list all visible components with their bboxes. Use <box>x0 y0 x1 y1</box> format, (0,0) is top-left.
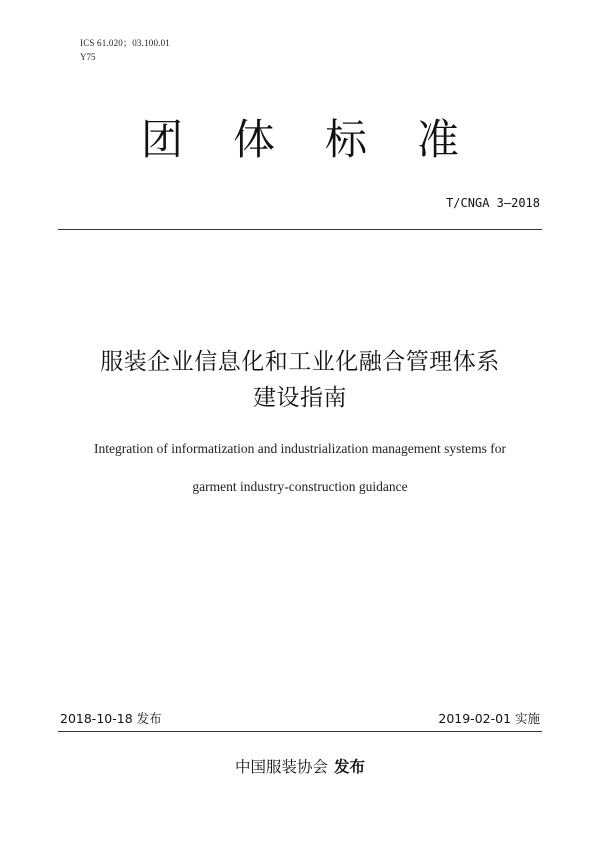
issue-date: 2018-10-18 发布 <box>60 711 162 726</box>
standard-type-heading <box>0 112 600 168</box>
standard-type-char: 团 <box>141 115 184 164</box>
title-english-line-2: garment industry-construction guidance <box>192 479 408 494</box>
standard-type-char: 体 <box>233 115 276 164</box>
bottom-divider <box>58 731 542 732</box>
standard-type-char: 准 <box>417 115 460 164</box>
standard-type-char: 标 <box>325 115 368 164</box>
implementation-date: 2019-02-01 实施 <box>438 711 540 726</box>
publisher-suffix: 发布 <box>334 758 366 776</box>
title-chinese-line-2: 建设指南 <box>253 385 347 411</box>
standard-number: T/CNGA 3—2018 <box>446 196 540 210</box>
publisher-name: 中国服装协会 <box>234 758 328 776</box>
ccs-code: Y75 <box>80 52 96 62</box>
publisher-line <box>0 757 600 777</box>
ics-code: ICS 61.020；03.100.01 <box>80 38 171 48</box>
title-chinese-line-1: 服装企业信息化和工业化融合管理体系 <box>100 349 500 375</box>
title-english-line-1: Integration of informatization and industrialization management systems for <box>93 441 506 456</box>
top-divider <box>58 229 542 230</box>
